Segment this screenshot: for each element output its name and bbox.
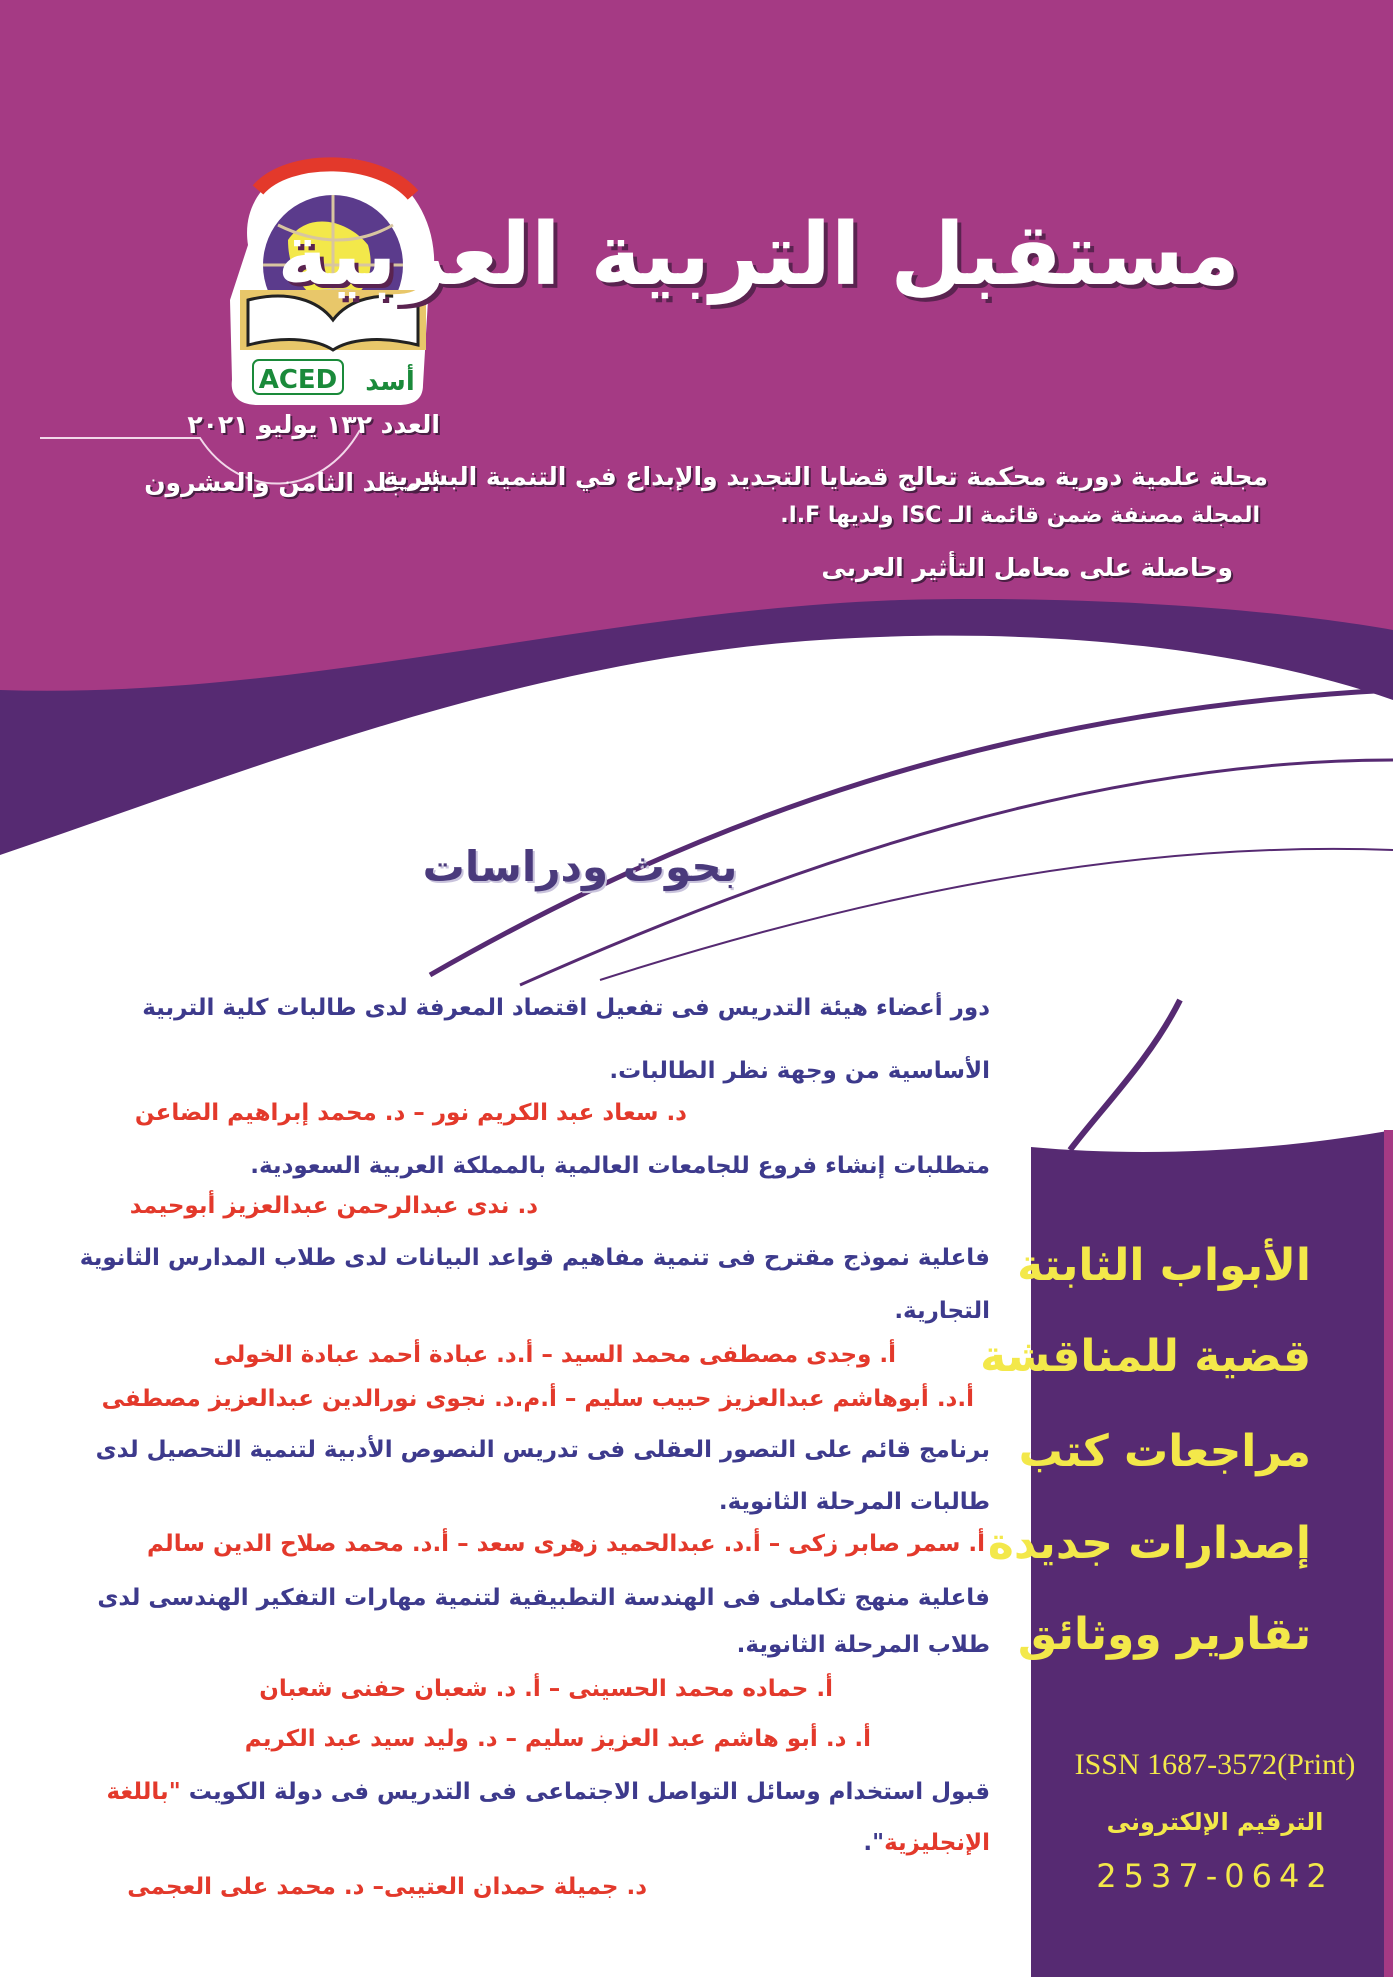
article-title-part: قبول استخدام وسائل التواصل الاجتماعى فى التدريس فى دولة الكويت (180, 1779, 990, 1805)
article-title: دور أعضاء هيئة التدريس فى تفعيل اقتصاد المعرفة لدى طالبات كلية التربية (142, 995, 990, 1021)
article-title (157, 1827, 990, 1859)
article-authors: أ. سمر صابر زكى – أ.د. عبدالحميد زهرى سعد – أ.د. محمد صلاح الدين سالم (147, 1531, 985, 1557)
volume-number: المجلد الثامن والعشرون (144, 468, 440, 497)
article-title: برنامج قائم على التصور العقلى فى تدريس النصوص الأدبية لتنمية التحصيل لدى (95, 1437, 990, 1463)
panel-section: إصدارات جديدة (987, 1518, 1311, 1569)
section-heading: بحوث ودراسات (422, 842, 738, 891)
article-authors: أ. د. أبو هاشم عبد العزيز سليم – د. وليد سيد عبد الكريم (244, 1726, 871, 1752)
article-title-highlight: "باللغة (106, 1779, 181, 1805)
article-authors: أ. حماده محمد الحسينى – أ. د. شعبان حفنى شعبان (259, 1676, 833, 1702)
journal-indexing: المجلة مصنفة ضمن قائمة الـ ISC ولديها I.F. (780, 503, 1260, 528)
article-title: فاعلية منهج تكاملى فى الهندسة التطبيقية لتنمية مهارات التفكير الهندسى لدى (97, 1585, 990, 1611)
svg-text:ACED: ACED (258, 365, 338, 395)
article-title-part: ". (863, 1830, 885, 1856)
journal-subtitle: مجلة علمية دورية محكمة تعالج قضايا التجديد والإبداع في التنمية البشرية (383, 462, 1268, 491)
article-authors: د. سعاد عبد الكريم نور – د. محمد إبراهيم الضاعن (134, 1100, 687, 1126)
article-title: متطلبات إنشاء فروع للجامعات العالمية بالمملكة العربية السعودية. (250, 1153, 990, 1179)
electronic-issn-number: 2537-0642 (1096, 1857, 1334, 1895)
svg-text:أسد: أسد (365, 367, 415, 397)
electronic-issn-label: الترقيم الإلكترونى (1106, 1808, 1324, 1836)
article-authors: د. ندى عبدالرحمن عبدالعزيز أبوحيمد (129, 1193, 538, 1219)
issn-print: ISSN 1687-3572(Print) (1074, 1748, 1356, 1781)
article-authors: أ. وجدى مصطفى محمد السيد – أ.د. عبادة أحمد عبادة الخولى (213, 1342, 896, 1368)
journal-title: مستقبل التربية العربية (277, 205, 1240, 305)
panel-section: مراجعات كتب (1018, 1426, 1311, 1477)
article-authors: د. جميلة حمدان العتيبى– د. محمد على العجمى (127, 1874, 647, 1900)
article-title: فاعلية نموذج مقترح فى تنمية مفاهيم قواعد البيانات لدى طلاب المدارس الثانوية (79, 1245, 990, 1271)
article-title: طلاب المرحلة الثانوية. (736, 1632, 990, 1658)
journal-impact-factor: وحاصلة على معامل التأثير العربى (821, 553, 1233, 582)
article-title (106, 1776, 990, 1808)
panel-section: قضية للمناقشة (980, 1331, 1311, 1382)
issue-number: العدد ١٣٢ يوليو ٢٠٢١ (187, 410, 440, 439)
article-title: التجارية. (894, 1298, 990, 1324)
article-title: الأساسية من وجهة نظر الطالبات. (609, 1058, 990, 1084)
article-title: طالبات المرحلة الثانوية. (718, 1489, 990, 1515)
article-authors: أ.د. أبوهاشم عبدالعزيز حبيب سليم – أ.م.د. نجوى نورالدين عبدالعزيز مصطفى (101, 1386, 974, 1412)
article-title-highlight: الإنجليزية (884, 1830, 990, 1856)
panel-section: الأبواب الثابتة (1017, 1240, 1311, 1291)
panel-section: تقارير ووثائق (1017, 1609, 1311, 1660)
